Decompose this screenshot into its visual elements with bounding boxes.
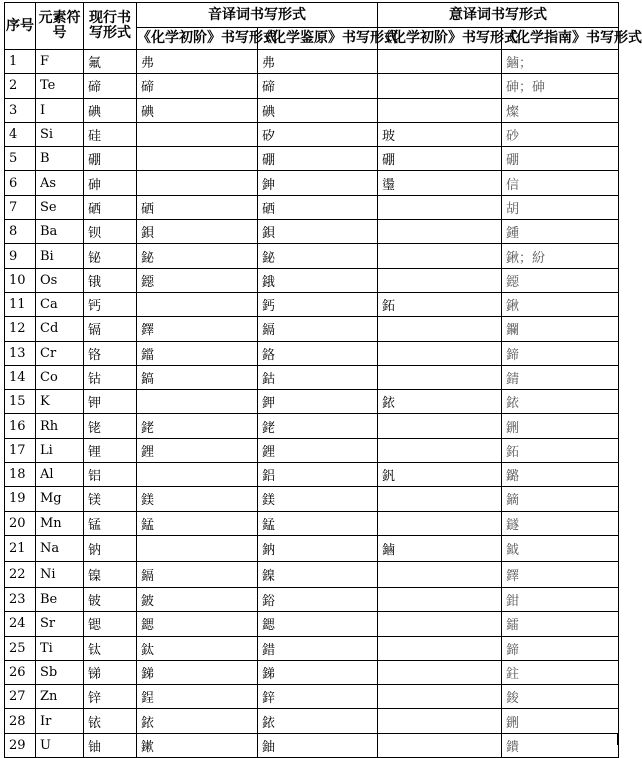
table-row	[5, 390, 619, 414]
cell-semantic-a	[378, 438, 502, 462]
cell-symbol: B	[36, 147, 84, 171]
table-row	[5, 709, 619, 733]
cell-modern: 钡	[84, 220, 137, 244]
cell-semantic-a	[378, 365, 502, 389]
cell-semantic-b: 鍗	[502, 636, 619, 660]
table-row	[5, 438, 619, 462]
cell-symbol: Bi	[36, 244, 84, 268]
table-row	[5, 220, 619, 244]
cell-phonetic-b: 錯	[258, 636, 378, 660]
header-index: 序号	[5, 3, 36, 50]
cell-semantic-b: 砷；砷	[502, 74, 619, 98]
cell-symbol: Na	[36, 535, 84, 561]
table-row	[5, 171, 619, 195]
header-symbol: 元素符号	[36, 3, 84, 50]
cell-semantic-a	[378, 195, 502, 219]
cell-semantic-a	[378, 612, 502, 636]
cell-symbol: I	[36, 98, 84, 122]
cell-phonetic-b: 銻	[258, 660, 378, 684]
cell-phonetic-a	[137, 390, 258, 414]
cell-modern: 锇	[84, 268, 137, 292]
cell-modern: 钛	[84, 636, 137, 660]
cell-semantic-a	[378, 341, 502, 365]
cell-symbol: Co	[36, 365, 84, 389]
cell-semantic-b: 鉶	[502, 709, 619, 733]
cell-modern: 硼	[84, 147, 137, 171]
cell-phonetic-a: 鎘	[137, 561, 258, 587]
table-row	[5, 292, 619, 316]
cell-symbol: Mn	[36, 511, 84, 535]
cell-phonetic-a	[137, 122, 258, 146]
cell-symbol: Be	[36, 587, 84, 611]
cell-phonetic-a: 錳	[137, 511, 258, 535]
cell-phonetic-b: 鎘	[258, 317, 378, 341]
cell-phonetic-a	[137, 535, 258, 561]
table-row	[5, 365, 619, 389]
cell-index: 14	[5, 365, 36, 389]
cell-semantic-a	[378, 660, 502, 684]
cell-semantic-b: 鏀；	[502, 50, 619, 74]
cell-index: 2	[5, 74, 36, 98]
cell-phonetic-b: 鈣	[258, 292, 378, 316]
cell-phonetic-b: 銠	[258, 414, 378, 438]
table-row	[5, 244, 619, 268]
cell-index: 5	[5, 147, 36, 171]
cell-phonetic-b: 錳	[258, 511, 378, 535]
cell-index: 20	[5, 511, 36, 535]
cell-modern: 铀	[84, 733, 137, 757]
cell-phonetic-b: 鈾	[258, 733, 378, 757]
cell-modern: 铝	[84, 463, 137, 487]
cell-symbol: Os	[36, 268, 84, 292]
cell-symbol: U	[36, 733, 84, 757]
cell-phonetic-a: 鎂	[137, 487, 258, 511]
cell-semantic-a	[378, 636, 502, 660]
cell-phonetic-a: 鋇	[137, 220, 258, 244]
cell-index: 29	[5, 733, 36, 757]
cell-semantic-a: 硼	[378, 147, 502, 171]
cell-modern: 碲	[84, 74, 137, 98]
cell-phonetic-a: 鐺	[137, 341, 258, 365]
cell-symbol: Ti	[36, 636, 84, 660]
cell-semantic-a	[378, 511, 502, 535]
cell-symbol: Li	[36, 438, 84, 462]
cell-semantic-a	[378, 709, 502, 733]
cell-index: 10	[5, 268, 36, 292]
cell-semantic-a: 鏀	[378, 535, 502, 561]
cell-index: 16	[5, 414, 36, 438]
cell-semantic-b: 鉒	[502, 660, 619, 684]
cell-index: 18	[5, 463, 36, 487]
cell-symbol: K	[36, 390, 84, 414]
table-row	[5, 463, 619, 487]
table-row	[5, 147, 619, 171]
cell-modern: 锂	[84, 438, 137, 462]
cell-semantic-b: 鑭	[502, 317, 619, 341]
cell-index: 28	[5, 709, 36, 733]
cell-symbol: Sr	[36, 612, 84, 636]
cell-semantic-b: 鍬	[502, 292, 619, 316]
cell-semantic-a	[378, 50, 502, 74]
cell-modern: 硒	[84, 195, 137, 219]
edge-mark	[617, 733, 619, 745]
cell-semantic-a	[378, 587, 502, 611]
cell-symbol: Ni	[36, 561, 84, 587]
cell-phonetic-b: 鉻	[258, 341, 378, 365]
cell-modern: 砷	[84, 171, 137, 195]
cell-phonetic-b: 鋨	[258, 268, 378, 292]
cell-semantic-a	[378, 244, 502, 268]
cell-index: 26	[5, 660, 36, 684]
table-row	[5, 341, 619, 365]
cell-index: 22	[5, 561, 36, 587]
cell-modern: 铱	[84, 709, 137, 733]
cell-index: 6	[5, 171, 36, 195]
cell-semantic-b: 鐚	[502, 268, 619, 292]
cell-phonetic-b: 銥	[258, 709, 378, 733]
cell-symbol: Ir	[36, 709, 84, 733]
cell-symbol: Al	[36, 463, 84, 487]
table-row	[5, 685, 619, 709]
cell-phonetic-a: 弗	[137, 50, 258, 74]
cell-semantic-b: 鍬；紛	[502, 244, 619, 268]
cell-semantic-b: 鐩	[502, 511, 619, 535]
cell-semantic-b: 鋑	[502, 685, 619, 709]
cell-semantic-a	[378, 98, 502, 122]
cell-modern: 铬	[84, 341, 137, 365]
table-row	[5, 195, 619, 219]
cell-phonetic-a: 鏉	[137, 733, 258, 757]
cell-index: 27	[5, 685, 36, 709]
cell-semantic-b: 鉐	[502, 438, 619, 462]
cell-symbol: F	[36, 50, 84, 74]
table-row	[5, 660, 619, 684]
cell-index: 8	[5, 220, 36, 244]
cell-phonetic-a: 銥	[137, 709, 258, 733]
cell-modern: 钾	[84, 390, 137, 414]
cell-semantic-b: 鍾	[502, 220, 619, 244]
cell-semantic-a: 釩	[378, 463, 502, 487]
cell-semantic-a	[378, 685, 502, 709]
cell-phonetic-b: 鉮	[258, 171, 378, 195]
cell-symbol: Zn	[36, 685, 84, 709]
cell-phonetic-b: 硒	[258, 195, 378, 219]
cell-phonetic-a: 鈦	[137, 636, 258, 660]
cell-modern: 锌	[84, 685, 137, 709]
cell-phonetic-b: 矽	[258, 122, 378, 146]
table-row	[5, 268, 619, 292]
cell-index: 24	[5, 612, 36, 636]
cell-phonetic-a: 鐚	[137, 268, 258, 292]
cell-symbol: As	[36, 171, 84, 195]
cell-index: 12	[5, 317, 36, 341]
cell-index: 1	[5, 50, 36, 74]
cell-semantic-a	[378, 733, 502, 757]
cell-semantic-a	[378, 268, 502, 292]
cell-phonetic-b: 弗	[258, 50, 378, 74]
cell-modern: 铍	[84, 587, 137, 611]
cell-phonetic-b: 鈷	[258, 365, 378, 389]
cell-semantic-b: 硼	[502, 147, 619, 171]
table-row	[5, 50, 619, 74]
table-row	[5, 487, 619, 511]
cell-phonetic-a: 銠	[137, 414, 258, 438]
cell-semantic-b: 砂	[502, 122, 619, 146]
cell-semantic-b: 燦	[502, 98, 619, 122]
cell-semantic-b: 鐀	[502, 733, 619, 757]
cell-semantic-a	[378, 220, 502, 244]
cell-modern: 镁	[84, 487, 137, 511]
cell-phonetic-b: 碲	[258, 74, 378, 98]
cell-symbol: Se	[36, 195, 84, 219]
cell-phonetic-b: 鋁	[258, 463, 378, 487]
header-phonetic-b: 《化学鉴原》书写形式	[258, 28, 378, 50]
cell-modern: 钙	[84, 292, 137, 316]
cell-index: 23	[5, 587, 36, 611]
cell-symbol: Rh	[36, 414, 84, 438]
cell-semantic-b: 鉶	[502, 414, 619, 438]
cell-index: 21	[5, 535, 36, 561]
cell-symbol: Ca	[36, 292, 84, 316]
cell-phonetic-a: 鎬	[137, 365, 258, 389]
cell-semantic-b: 鏴	[502, 463, 619, 487]
cell-phonetic-b: 鍶	[258, 612, 378, 636]
cell-modern: 锰	[84, 511, 137, 535]
cell-modern: 硅	[84, 122, 137, 146]
cell-semantic-b: 鉗	[502, 587, 619, 611]
cell-semantic-a: 玻	[378, 122, 502, 146]
cell-modern: 镍	[84, 561, 137, 587]
cell-phonetic-b: 鎂	[258, 487, 378, 511]
cell-phonetic-a: 碘	[137, 98, 258, 122]
cell-semantic-b: 銥	[502, 390, 619, 414]
cell-symbol: Si	[36, 122, 84, 146]
cell-semantic-a	[378, 317, 502, 341]
cell-index: 19	[5, 487, 36, 511]
cell-phonetic-a: 鍶	[137, 612, 258, 636]
cell-phonetic-b: 鋰	[258, 438, 378, 462]
cell-symbol: Te	[36, 74, 84, 98]
cell-index: 17	[5, 438, 36, 462]
cell-phonetic-b: 碘	[258, 98, 378, 122]
cell-modern: 锶	[84, 612, 137, 636]
cell-index: 15	[5, 390, 36, 414]
cell-semantic-b: 鏑	[502, 487, 619, 511]
table-row	[5, 733, 619, 757]
table-row	[5, 511, 619, 535]
table-row	[5, 98, 619, 122]
cell-semantic-a	[378, 74, 502, 98]
cell-modern: 锑	[84, 660, 137, 684]
cell-symbol: Cd	[36, 317, 84, 341]
cell-semantic-a: 鉐	[378, 292, 502, 316]
cell-index: 3	[5, 98, 36, 122]
cell-semantic-b: 鐸	[502, 561, 619, 587]
table-row	[5, 612, 619, 636]
cell-semantic-b: 胡	[502, 195, 619, 219]
header-semantic-group: 意译词书写形式	[378, 3, 619, 28]
cell-semantic-b: 鐳	[502, 612, 619, 636]
cell-phonetic-a: 鉍	[137, 244, 258, 268]
cell-phonetic-a: 鋰	[137, 438, 258, 462]
cell-phonetic-a	[137, 171, 258, 195]
cell-index: 13	[5, 341, 36, 365]
header-modern: 现行书写形式	[84, 3, 137, 50]
cell-phonetic-b: 鋊	[258, 587, 378, 611]
cell-index: 11	[5, 292, 36, 316]
header-phonetic-a: 《化学初阶》书写形式	[137, 28, 258, 50]
cell-index: 4	[5, 122, 36, 146]
cell-modern: 钠	[84, 535, 137, 561]
table-row	[5, 122, 619, 146]
header-phonetic-group: 音译词书写形式	[137, 3, 378, 28]
cell-phonetic-b: 鉍	[258, 244, 378, 268]
header-semantic-a: 《化学初阶》书写形式	[378, 28, 502, 50]
cell-phonetic-b: 鉀	[258, 390, 378, 414]
table-row	[5, 561, 619, 587]
cell-phonetic-a: 碲	[137, 74, 258, 98]
cell-semantic-a	[378, 487, 502, 511]
cell-modern: 镉	[84, 317, 137, 341]
cell-phonetic-a: 鐸	[137, 317, 258, 341]
cell-symbol: Mg	[36, 487, 84, 511]
cell-modern: 钴	[84, 365, 137, 389]
cell-phonetic-a	[137, 292, 258, 316]
cell-semantic-a: 璗	[378, 171, 502, 195]
cell-phonetic-b: 鎳	[258, 561, 378, 587]
cell-semantic-b: 信	[502, 171, 619, 195]
cell-phonetic-b: 鋇	[258, 220, 378, 244]
cell-index: 9	[5, 244, 36, 268]
cell-phonetic-b: 鋅	[258, 685, 378, 709]
cell-modern: 氟	[84, 50, 137, 74]
cell-semantic-b: 鍗	[502, 341, 619, 365]
cell-phonetic-a: 鋥	[137, 685, 258, 709]
cell-semantic-a	[378, 561, 502, 587]
cell-semantic-b: 鉞	[502, 535, 619, 561]
element-name-table	[4, 2, 642, 758]
cell-phonetic-a: 銻	[137, 660, 258, 684]
header-semantic-b: 《化学指南》书写形式	[502, 28, 619, 50]
cell-phonetic-b: 鈉	[258, 535, 378, 561]
cell-semantic-b: 錆	[502, 365, 619, 389]
cell-symbol: Ba	[36, 220, 84, 244]
table-row	[5, 636, 619, 660]
cell-phonetic-a	[137, 463, 258, 487]
cell-symbol: Cr	[36, 341, 84, 365]
table-row	[5, 414, 619, 438]
cell-semantic-a	[378, 414, 502, 438]
cell-modern: 铑	[84, 414, 137, 438]
cell-modern: 铋	[84, 244, 137, 268]
cell-phonetic-b: 硼	[258, 147, 378, 171]
cell-semantic-a: 銥	[378, 390, 502, 414]
cell-modern: 碘	[84, 98, 137, 122]
cell-index: 7	[5, 195, 36, 219]
cell-phonetic-a: 鈹	[137, 587, 258, 611]
table-row	[5, 317, 619, 341]
cell-phonetic-a	[137, 147, 258, 171]
cell-phonetic-a: 硒	[137, 195, 258, 219]
cell-symbol: Sb	[36, 660, 84, 684]
table-row	[5, 74, 619, 98]
cell-index: 25	[5, 636, 36, 660]
table-row	[5, 587, 619, 611]
table-row	[5, 535, 619, 561]
